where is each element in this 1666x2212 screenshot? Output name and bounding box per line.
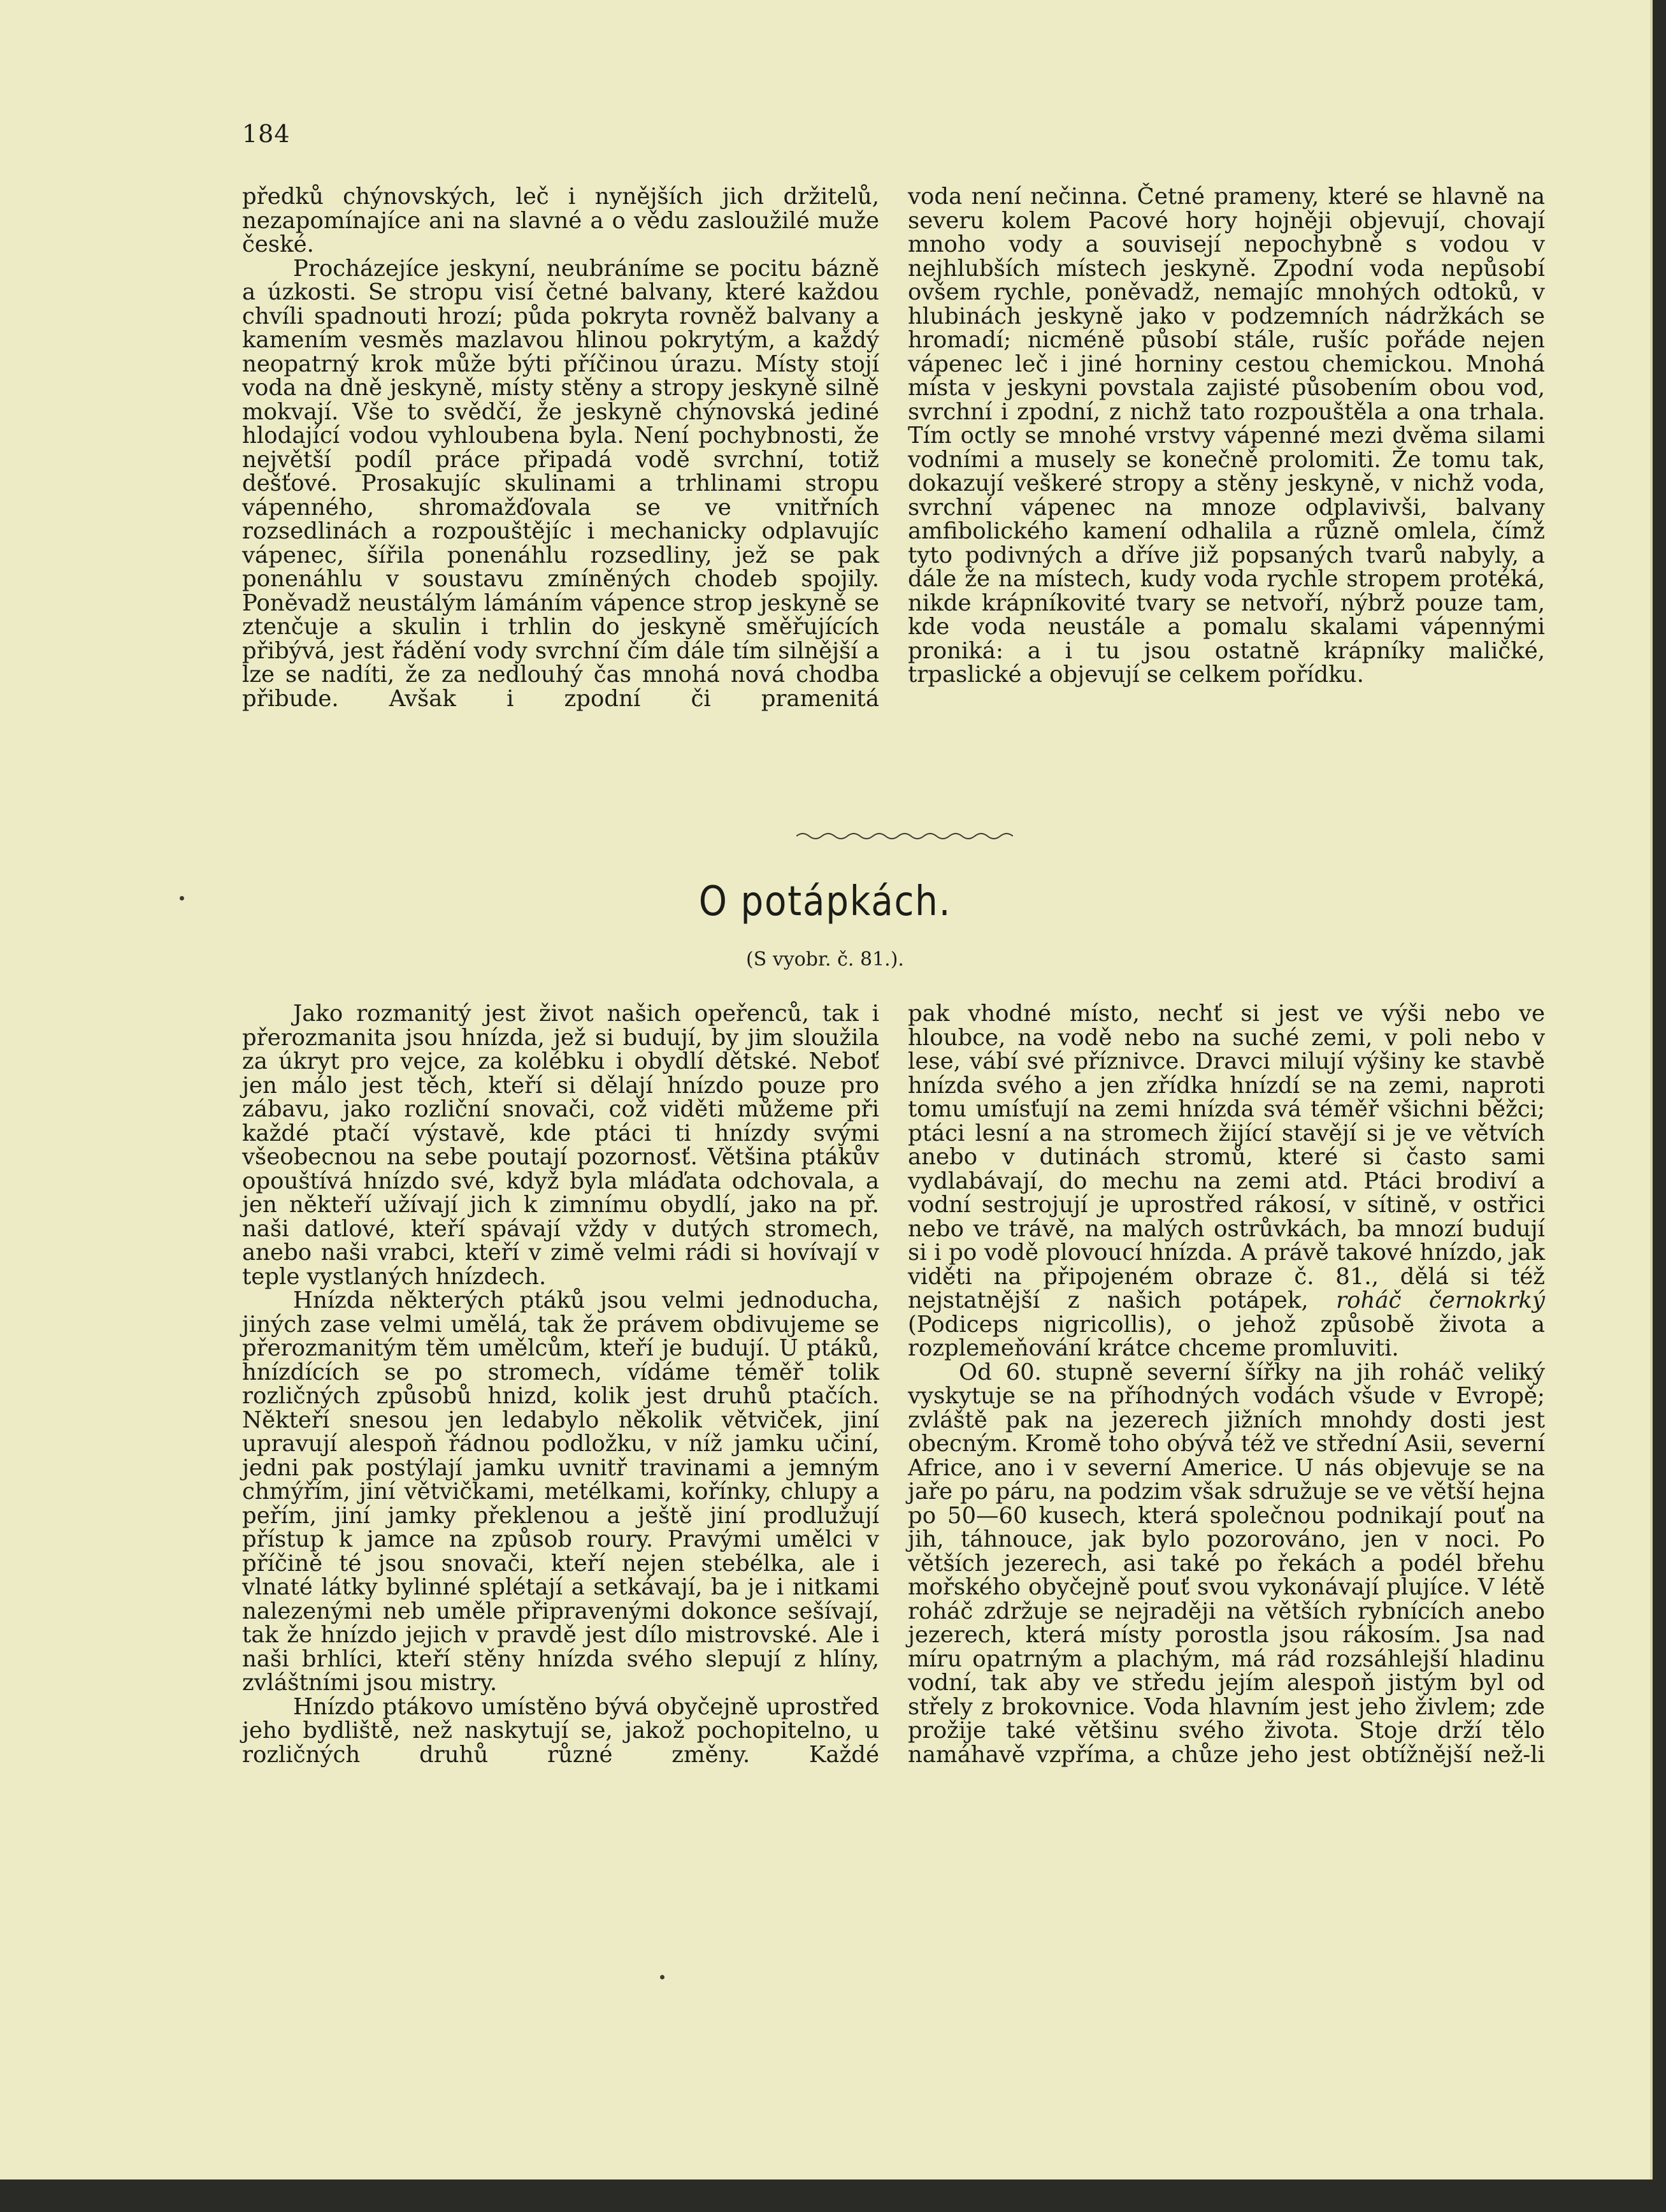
scan-speck-left [180,896,184,900]
top-left-paragraph-1: předků chýnovských, leč i nynějších jich držitelů, nezapomínajíce ani na slavné a o vědu zasloužilé muže české. [242,184,879,257]
main-left-paragraph-1: Jako rozmanitý jest život našich opeřenců, tak i přerozmanita jsou hnízda, jež si budují, by jim sloužila za úkryt pro vejce, za kolébku i obydlí dětské. Neboť jen málo jest těch, kteří si dělají hnízdo pouze pro zábavu, jako rozliční snovači, což viděti můžeme při každé ptačí výstavě, kde ptáci ti hnízdy svými všeobecnou na sebe poutají pozornosť. Většina ptákův opouštívá hnízdo své, když byla mláďata odchovala, a jen někteří užívají jich k zimnímu obydlí, jako na př. naši datlové, kteří spávají vždy v dutých stromech, anebo naši vrabci, kteří v zimě velmi rádi si hovívají v teple vystlaných hnízdech. [242,1001,879,1290]
main-right-paragraph-1-end: (Podiceps nigricollis), o jehož způsobě života a rozplemeňování krátce chceme promluviti. [908,1311,1545,1361]
top-article-left-column [242,185,879,711]
scan-speck-bottom [660,1975,664,1979]
main-article-right-column [908,1002,1545,1767]
main-left-paragraph-2: Hnízda některých ptáků jsou velmi jednoducha, jiných zase velmi umělá, tak že právem obdivujeme se přerozmanitým těm umělcům, kteří je budují. U ptáků, hnízdících se po stromech, vídáme téměř tolik rozličných způsobů hnizd, kolik jest druhů ptačích. Někteří snesou jen ledabylo několik větviček, jiní upravují alespoň řádnou podložku, v níž jamku učiní, jedni pak postýlají jamku uvnitř travinami a jemným chmýřím, jiní větvičkami, metélkami, kořínky, chlupy a peřím, jiní jamky překlenou a ještě jiní prodlužují přístup k jamce na způsob roury. Pravými umělci v příčině té jsou snovači, kteří nejen stebélka, ale i vlnaté látky bylinné splétají a setkávají, ba je i nitkami nalezenými neb uměle připravenými dokonce sešívají, tak že hnízdo jejich v pravdě jest dílo mistrovské. Ale i naši brhlíci, kteří stěny hnízda svého slepují z hlíny, zvláštními jsou mistry. [242,1287,879,1696]
article-subtitle: (S vyobr. č. 81.). [746,948,904,971]
main-right-paragraph-2: Od 60. stupně severní šířky na jih roháč veliký vyskytuje se na příhodných vodách všude v Evropě; zvláště pak na jezerech jižních mnohdy dosti jest obecným. Kromě toho obývá též ve střední Asii, severní Africe, ano i v severní Americe. U nás objevuje se na jaře po páru, na podzim však sdružuje se ve větší hejna po 50—60 kusech, která společnou podnikají pouť na jih, táhnouce, jak bylo pozorováno, jen v noci. Po větších jezerech, asi také po řekách a podél břehu mořského obyčejně pouť svou vykonávají plujíce. V létě roháč zdržuje se nejraději na větších rybnících anebo jezerech, která místy porostla jsou rákosím. Jsa nad míru opatrným a plachým, má rád rozsáhlejší hladinu vodní, tak aby ve středu jejím alespoň jistým byl od střely z brokovnice. Voda hlavním jest jeho živlem; zde prožije také většinu svého života. Stoje drží tělo namáhavě vzpříma, a chůze jeho jest obtížnější než-li [908,1359,1545,1768]
top-article-right-column [908,185,1545,687]
main-right-paragraph-1-start: pak vhodné místo, nechť si jest ve výši nebo ve hloubce, na vodě nebo na suché zemi, v poli nebo v lese, vábí své příznivce. Dravci milují výšiny ke stavbě hnízda svého a jen zřídka hnízdí se na zemi, naproti tomu umísťují na zemi hnízda svá téměř všichni běžci; ptáci lesní a na stromech žijící stavějí si je ve větvích anebo v dutinách stromů, které si často sami vydlabávají, do mechu na zemi atd. Ptáci brodiví a vodní sestrojují je uprostřed rákosí, v sítině, v ostřici nebo ve trávě, na malých ostrůvkách, ba mnozí budují si i po vodě plovoucí hnízda. A právě takové hnízdo, jak viděti na připojeném obraze č. 81., dělá si též nejstatnější z našich potápek, [908,1001,1545,1313]
top-left-paragraph-2: Procházejíce jeskyní, neubráníme se pocitu bázně a úzkosti. Se stropu visí četné balvany, které každou chvíli spadnouti hrozí; půda pokryta rovněž balvany a kamením vesměs mazlavou hlinou pokrytým, a každý neopatrný krok může býti příčinou úrazu. Místy stojí voda na dně jeskyně, místy stěny a stropy jeskyně silně mokvají. Vše to svědčí, že jeskyně chýnovská jediné hlodající vodou vyhloubena byla. Není pochybnosti, že největší podíl práce připadá vodě svrchní, totiž dešťové. Prosakujíc skulinami a trhlinami stropu vápenného, shromažďovala se ve vnitřních rozsedlinách a rozpouštějíc i mechanicky odplavujíc vápenec, šířila ponenáhlu rozsedliny, jež se pak ponenáhlu v soustavu zmíněných chodeb spojily. Poněvadž neustálým lámáním vápence strop jeskyně se ztenčuje a skulin i trhlin do jeskyně směřujících přibývá, jest řádění vody svrchní čím dále tím silnější a lze se nadíti, že za nedlouhý čas mnohá nová chodba přibude. Avšak i zpodní či pramenitá [242,255,879,712]
main-left-paragraph-3: Hnízdo ptákovo umístěno bývá obyčejně uprostřed jeho bydliště, než naskytují se, jakož pochopitelno, u rozličných druhů různé změny. Každé [242,1693,879,1768]
article-title: O potápkách. [698,878,952,925]
page-number: 184 [242,120,291,148]
main-right-paragraph-1 [908,1002,1545,1361]
top-right-paragraph-1: voda není nečinna. Četné prameny, které se hlavně na severu kolem Pacové hory hojněji objevují, chovají mnoho vody a souvisejí nepochybně s vodou v nejhlubších místech jeskyně. Zpodní voda nepůsobí ovšem rychle, poněvadž, nemajíc mnohých odtoků, v hlubinách jeskyně jako v podzemních nádržkách se hromadí; nicméně působí stále, rušíc pořáde nejen vápenec leč i jiné horniny cestou chemickou. Mnohá místa v jeskyni povstala zajisté působením obou vod, svrchní i zpodní, z nichž tato rozpouštěla a ona trhala. Tím octly se mnohé vrstvy vápenné mezi dvěma silami vodními a musely se konečně prolomiti. Že tomu tak, dokazují veškeré stropy a stěny jeskyně, v nichž voda, svrchní vápenec na mnoze odplavivši, balvany amfibolického kamení odhalila a různě omlela, čímž tyto podivných a dříve již popsaných tvarů nabyly, a dále že na místech, kudy voda rychle stropem protéká, nikde krápníkovité tvary se netvoří, nýbrž pouze tam, kde voda neustále a pomalu skalami vápennými proniká: a i tu jsou ostatně krápníky maličké, trpaslické a objevují se celkem pořídku. [908,184,1545,688]
species-name-italic: roháč černokrký [1336,1287,1545,1313]
wavy-divider [796,828,1013,844]
main-article-left-column [242,1002,879,1767]
